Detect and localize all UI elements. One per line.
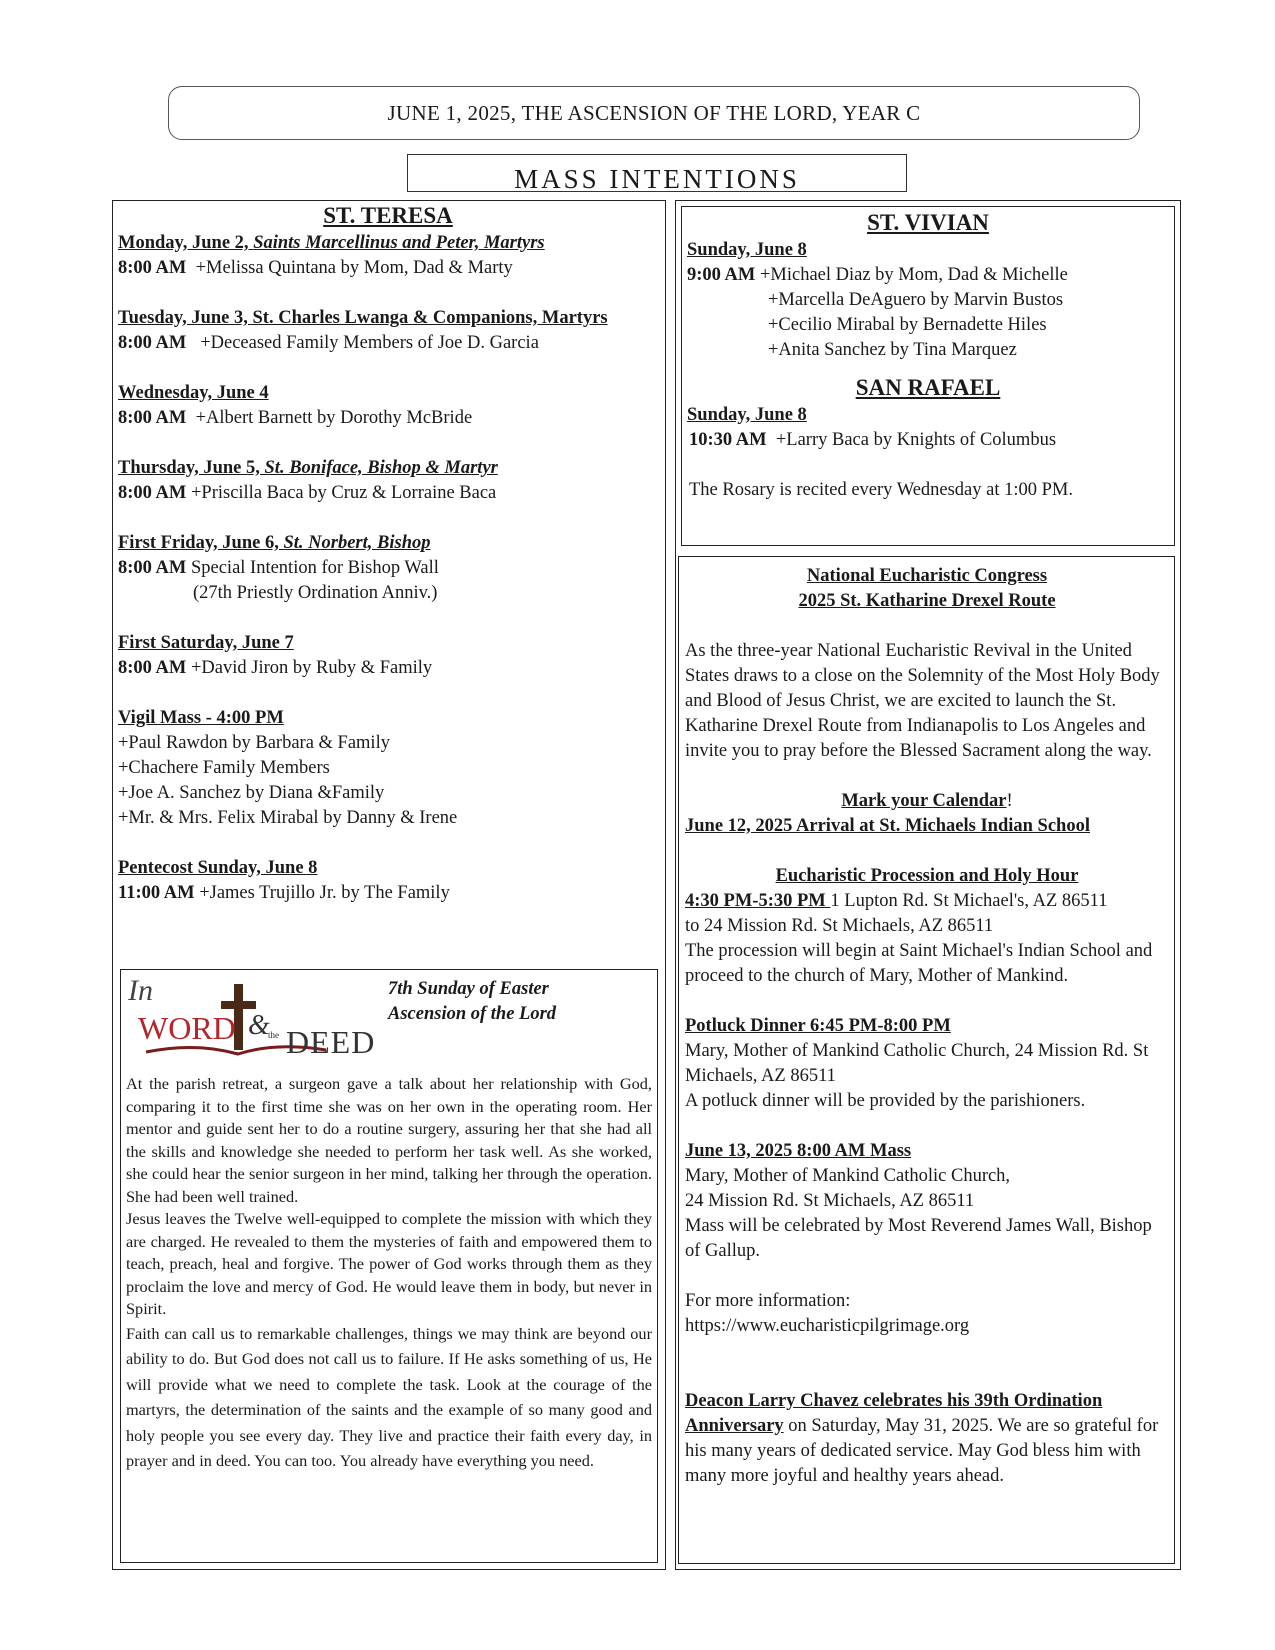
vigil-intention: +Mr. & Mrs. Felix Mirabal by Danny & Irene	[118, 808, 458, 828]
logo-word: WORD	[138, 1010, 236, 1046]
pentecost-heading: Pentecost Sunday, June 8	[118, 858, 318, 878]
san-rafael-intention: 10:30 AM +Larry Baca by Knights of Columbus	[689, 430, 1057, 450]
word-deed-feast: Ascension of the Lord	[388, 1004, 557, 1024]
st-teresa-section	[118, 203, 658, 906]
vigil-intention: +Paul Rawdon by Barbara & Family	[118, 733, 390, 753]
mass-title: June 13, 2025 8:00 AM Mass	[685, 1141, 912, 1161]
procession-title: Eucharistic Procession and Holy Hour	[775, 866, 1079, 886]
vigil-heading: Vigil Mass - 4:00 PM	[118, 708, 284, 728]
st-vivian-intention: +Anita Sanchez by Tina Marquez	[768, 340, 1017, 360]
mark-calendar: Mark your Calendar!	[841, 791, 1013, 811]
potluck-title: Potluck Dinner 6:45 PM-8:00 PM	[685, 1016, 951, 1036]
procession-description: The procession will begin at Saint Michael's Indian School and proceed to the church of Mary, Mother of Mankind.	[685, 941, 1153, 986]
logo-in: In	[128, 974, 153, 1007]
congress-subtitle: 2025 St. Katharine Drexel Route	[798, 591, 1056, 611]
tuesday-heading: Tuesday, June 3, St. Charles Lwanga & Companions, Martyrs	[118, 308, 608, 328]
saturday-intention: 8:00 AM +David Jiron by Ruby & Family	[118, 658, 433, 678]
congress-intro: As the three-year National Eucharistic Revival in the United States draws to a close on the Solemnity of the Most Holy Body and Blood of Jesus Christ, we are excited to launch the St. Katharine Drexel Route from Indianapolis to Los Angeles and invite you to pray before the Blessed Sacrament along the way.	[685, 641, 1160, 761]
san-rafael-title: SAN RAFAEL	[855, 375, 1001, 400]
wednesday-heading: Wednesday, June 4	[118, 383, 269, 403]
potluck-place: Mary, Mother of Mankind Catholic Church, 24 Mission Rd. St Michaels, AZ 86511	[685, 1041, 1149, 1086]
more-info-label: For more information:	[685, 1291, 851, 1311]
vigil-intention: +Joe A. Sanchez by Diana &Family	[118, 783, 385, 803]
logo-the: the	[268, 1030, 279, 1040]
st-vivian-intention: +Marcella DeAguero by Marvin Bustos	[768, 290, 1064, 310]
friday-intention-note: (27th Priestly Ordination Anniv.)	[193, 583, 438, 603]
st-vivian-title: ST. VIVIAN	[867, 210, 989, 235]
mass-address: 24 Mission Rd. St Michaels, AZ 86511	[685, 1191, 975, 1211]
san-rafael-day: Sunday, June 8	[687, 405, 807, 425]
reflection-paragraph: Faith can call us to remarkable challenges, things we may think are beyond our ability to do. But God does not call us to failure. If He asks something of us, He will provide what we need to complete the task. Look at the courage of the martyrs, the determination of the saints and the example of so many good and holy people you see every day. They live and practice their faith every day, in prayer and in deed. You can too. You already have everything you need.	[126, 1323, 652, 1470]
word-deed-sunday: 7th Sunday of Easter	[388, 979, 549, 999]
potluck-description: A potluck dinner will be provided by the parishioners.	[685, 1091, 1086, 1111]
date-banner: JUNE 1, 2025, THE ASCENSION OF THE LORD, YEAR C	[168, 86, 1140, 140]
thursday-intention: 8:00 AM +Priscilla Baca by Cruz & Lorraine Baca	[118, 483, 497, 503]
word-and-deed-logo	[126, 974, 386, 1064]
rosary-note: The Rosary is recited every Wednesday at 1:00 PM.	[689, 480, 1074, 500]
st-vivian-day: Sunday, June 8	[687, 240, 807, 260]
reflection-text	[126, 1073, 652, 1474]
reflection-paragraph: Jesus leaves the Twelve well-equipped to complete the mission with which they are charged. He revealed to them the mysteries of faith and empowered them to teach, preach, heal and forgive. The power of God works through them as they proclaim the love and mercy of God. He would leave them in body, but never in Spirit.	[126, 1209, 652, 1318]
pentecost-intention: 11:00 AM +James Trujillo Jr. by The Family	[118, 883, 450, 903]
mass-description: Mass will be celebrated by Most Reverend James Wall, Bishop of Gallup.	[685, 1216, 1152, 1261]
congress-title: National Eucharistic Congress	[806, 566, 1048, 586]
vigil-intention: +Chachere Family Members	[118, 758, 330, 778]
procession-time: 4:30 PM-5:30 PM 1 Lupton Rd. St Michael's, AZ 86511	[685, 891, 1108, 911]
mass-place: Mary, Mother of Mankind Catholic Church,	[685, 1166, 1011, 1186]
arrival-date: June 12, 2025 Arrival at St. Michaels Indian School	[685, 816, 1090, 836]
deacon-anniversary: Deacon Larry Chavez celebrates his 39th Ordination Anniversary on Saturday, May 31, 2025. We are so grateful for his many years of dedicated service. May God bless him with many more joyful and healthy years ahead.	[685, 1391, 1159, 1486]
monday-heading: Monday, June 2, Saints Marcellinus and Peter, Martyrs	[118, 233, 545, 253]
logo-ampersand: &	[248, 1010, 270, 1041]
wednesday-intention: 8:00 AM +Albert Barnett by Dorothy McBride	[118, 408, 473, 428]
friday-intention: 8:00 AM Special Intention for Bishop Wall	[118, 558, 439, 578]
saturday-heading: First Saturday, June 7	[118, 633, 294, 653]
st-teresa-title: ST. TERESA	[323, 203, 453, 228]
st-vivian-intention: 9:00 AM +Michael Diaz by Mom, Dad & Michelle	[687, 265, 1068, 285]
friday-heading: First Friday, June 6, St. Norbert, Bishop	[118, 533, 431, 553]
pilgrimage-url[interactable]: https://www.eucharisticpilgrimage.org	[685, 1316, 970, 1336]
reflection-paragraph: At the parish retreat, a surgeon gave a talk about her relationship with God, comparing it to the first time she was on her own in the operating room. Her mentor and guide sent her to do a routine surgery, assuring her that she had all the skills and knowledge she needed to perform her task well. As she worked, she could hear the senior surgeon in her mind, talking her through the operation. She had been well trained.	[126, 1074, 652, 1206]
eucharistic-congress-section	[685, 564, 1169, 1489]
st-vivian-intention: +Cecilio Mirabal by Bernadette Hiles	[768, 315, 1047, 335]
mass-intentions-heading: MASS INTENTIONS	[407, 154, 907, 192]
monday-intention: 8:00 AM +Melissa Quintana by Mom, Dad & Marty	[118, 258, 513, 278]
st-vivian-section	[687, 210, 1169, 503]
procession-address: to 24 Mission Rd. St Michaels, AZ 86511	[685, 916, 994, 936]
thursday-heading: Thursday, June 5, St. Boniface, Bishop & Martyr	[118, 458, 498, 478]
tuesday-intention: 8:00 AM +Deceased Family Members of Joe D. Garcia	[118, 333, 539, 353]
logo-deed: DEED	[286, 1024, 376, 1060]
